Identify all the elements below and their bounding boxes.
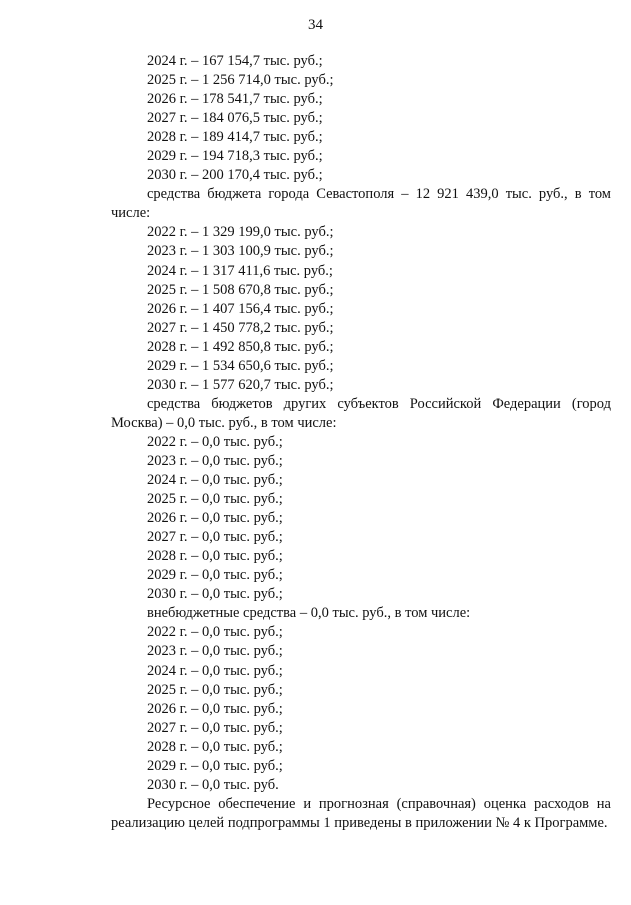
year-line: 2025 г. – 0,0 тыс. руб.; <box>147 491 283 508</box>
closing-paragraph: Ресурсное обеспечение и прогнозная (справочная) оценка расходов на реализацию целей подпрограммы 1 приведены в приложении № 4 к Программе. <box>111 795 611 831</box>
year-list-other-subjects <box>111 433 611 604</box>
year-line: 2027 г. – 0,0 тыс. руб.; <box>147 719 283 736</box>
year-line: 2025 г. – 1 256 714,0 тыс. руб.; <box>147 72 334 89</box>
year-line: 2028 г. – 189 414,7 тыс. руб.; <box>147 129 323 146</box>
year-list-group1 <box>111 52 611 185</box>
year-line: 2023 г. – 0,0 тыс. руб.; <box>147 452 283 469</box>
sevastopol-budget-heading: средства бюджета города Севастополя – 12 921 439,0 тыс. руб., в том числе: <box>111 186 611 222</box>
year-line: 2025 г. – 0,0 тыс. руб.; <box>147 681 283 698</box>
year-line: 2027 г. – 1 450 778,2 тыс. руб.; <box>147 319 334 336</box>
year-line: 2026 г. – 0,0 тыс. руб.; <box>147 510 283 527</box>
extrabudgetary-heading: внебюджетные средства – 0,0 тыс. руб., в том числе: <box>147 605 471 622</box>
year-line: 2026 г. – 1 407 156,4 тыс. руб.; <box>147 300 334 317</box>
other-subjects-budget-heading: средства бюджетов других субъектов Российской Федерации (город Москва) – 0,0 тыс. руб., в том числе: <box>111 395 611 431</box>
document-body <box>111 52 611 833</box>
year-line: 2029 г. – 0,0 тыс. руб.; <box>147 567 283 584</box>
year-list-sevastopol <box>111 223 611 394</box>
year-line: 2028 г. – 1 492 850,8 тыс. руб.; <box>147 338 334 355</box>
year-line: 2022 г. – 0,0 тыс. руб.; <box>147 624 283 641</box>
year-line: 2030 г. – 0,0 тыс. руб. <box>147 776 279 793</box>
year-line: 2027 г. – 184 076,5 тыс. руб.; <box>147 110 323 127</box>
year-line: 2030 г. – 0,0 тыс. руб.; <box>147 586 283 603</box>
year-line: 2024 г. – 0,0 тыс. руб.; <box>147 662 283 679</box>
year-line: 2025 г. – 1 508 670,8 тыс. руб.; <box>147 281 334 298</box>
year-line: 2024 г. – 167 154,7 тыс. руб.; <box>147 53 323 69</box>
year-line: 2026 г. – 0,0 тыс. руб.; <box>147 700 283 717</box>
year-line: 2024 г. – 0,0 тыс. руб.; <box>147 472 283 489</box>
year-line: 2029 г. – 0,0 тыс. руб.; <box>147 757 283 774</box>
year-line: 2030 г. – 200 170,4 тыс. руб.; <box>147 167 323 184</box>
year-line: 2029 г. – 194 718,3 тыс. руб.; <box>147 148 323 165</box>
year-line: 2022 г. – 0,0 тыс. руб.; <box>147 433 283 450</box>
year-line: 2026 г. – 178 541,7 тыс. руб.; <box>147 91 323 108</box>
year-line: 2023 г. – 0,0 тыс. руб.; <box>147 643 283 660</box>
year-line: 2030 г. – 1 577 620,7 тыс. руб.; <box>147 376 334 393</box>
year-line: 2028 г. – 0,0 тыс. руб.; <box>147 548 283 565</box>
year-line: 2028 г. – 0,0 тыс. руб.; <box>147 738 283 755</box>
year-list-extrabudgetary <box>111 623 611 794</box>
year-line: 2023 г. – 1 303 100,9 тыс. руб.; <box>147 243 334 260</box>
year-line: 2024 г. – 1 317 411,6 тыс. руб.; <box>147 262 333 279</box>
year-line: 2022 г. – 1 329 199,0 тыс. руб.; <box>147 224 334 241</box>
page-number: 34 <box>308 17 323 33</box>
year-line: 2027 г. – 0,0 тыс. руб.; <box>147 529 283 546</box>
year-line: 2029 г. – 1 534 650,6 тыс. руб.; <box>147 357 334 374</box>
